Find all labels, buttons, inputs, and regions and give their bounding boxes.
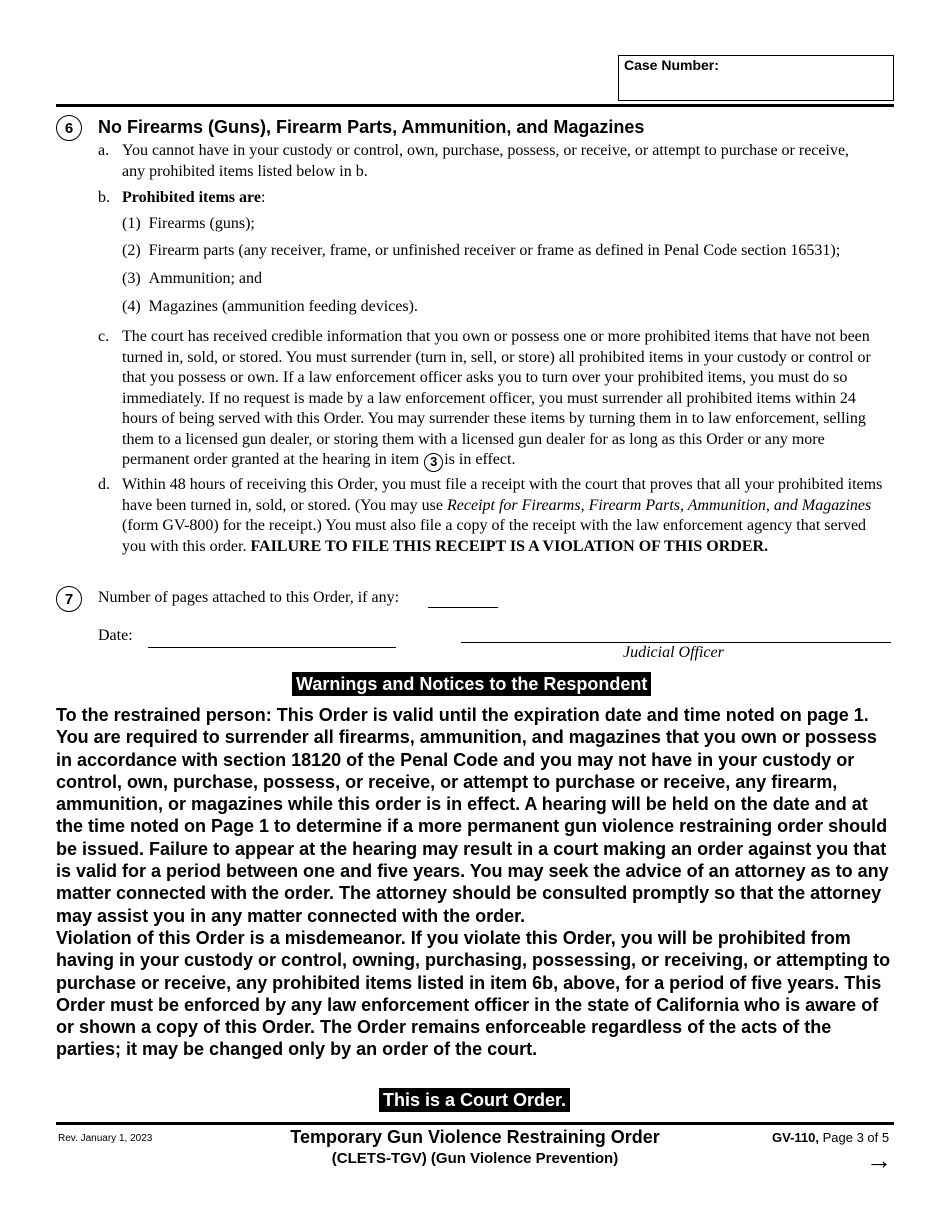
item-6a-label: a. <box>98 142 110 159</box>
prohibited-item: (2) Firearm parts (any receiver, frame, or unfinished receiver or frame as defined in Penal Code section 16531); <box>122 242 841 259</box>
warnings-heading: Warnings and Notices to the Respondent <box>292 672 651 696</box>
item-6d-text: Within 48 hours of receiving this Order, you must file a receipt with the court that proves that all your prohibited items have been turned in, sold, or stored. (You may use Receipt for Firearms, Firearm Parts, Ammunition, and Magazines (form GV-800) for the receipt.) You must also file a copy of the receipt with the law enforcement agency that served you with this order. FAILURE TO FILE THIS RECEIPT IS A VIOLATION OF THIS ORDER. <box>122 476 883 555</box>
section-6-number: 6 <box>56 115 82 141</box>
court-order-banner: This is a Court Order. <box>379 1088 570 1112</box>
revision-date: Rev. January 1, 2023 <box>58 1133 153 1144</box>
item-6b-heading: Prohibited items are: <box>122 189 266 206</box>
item-6c-label: c. <box>98 328 110 345</box>
header-rule <box>56 104 894 107</box>
footer-form-title: Temporary Gun Violence Restraining Order <box>290 1127 660 1147</box>
form-id: GV-110, <box>772 1130 819 1145</box>
attached-pages-field[interactable] <box>428 607 498 608</box>
item-3-reference: 3 <box>424 453 443 472</box>
prohibited-item: (4) Magazines (ammunition feeding devices). <box>122 298 418 315</box>
attached-pages-label: Number of pages attached to this Order, if any: <box>98 589 400 606</box>
case-number-box[interactable] <box>618 55 894 101</box>
item-6a-text: You cannot have in your custody or control, own, purchase, possess, or receive, or attempt to purchase or receive, any prohibited items listed below in b. <box>122 142 850 180</box>
footer-form-subtitle: (CLETS-TGV) (Gun Violence Prevention) <box>331 1150 619 1167</box>
item-6d-label: d. <box>98 476 110 493</box>
prohibited-item: (1) Firearms (guns); <box>122 215 255 232</box>
next-page-arrow-icon[interactable]: → <box>866 1145 892 1175</box>
prohibited-item: (3) Ammunition; and <box>122 270 262 287</box>
warnings-paragraph-2: Violation of this Order is a misdemeanor. If you violate this Order, you will be prohibited from having in your custody or control, owning, purchasing, possessing, or receiving, or attempting to purchase or receive, any prohibited items listed in item 6b, above, for a period of five years. This Order must be enforced by any law enforcement officer in the state of California who is aware of or shown a copy of this Order. The Order remains enforceable regardless of the acts of the parties; it may be changed only by an order of the court. <box>56 927 891 1060</box>
item-6b-label: b. <box>98 189 110 206</box>
section-6-title: No Firearms (Guns), Firearm Parts, Ammunition, and Magazines <box>98 117 645 137</box>
item-6c-text: The court has received credible information that you own or possess one or more prohibited items that have not been turned in, sold, or stored. You must surrender (turn in, sell, or store) all prohibited items in your custody or control or that you possess or own. If a law enforcement officer asks you to turn over your prohibited items, you must do so immediately. If no request is made by a law enforcement officer, you must surrender all prohibited items within 24 hours of being served with this Order. You may surrender these items by turning them in to law enforcement, selling them to a licensed gun dealer, or storing them with a licensed gun dealer for as long as this Order or any more permanent order granted at the hearing in item 3 is in effect. <box>122 327 894 472</box>
receipt-warning: FAILURE TO FILE THIS RECEIPT IS A VIOLATION OF THIS ORDER. <box>250 537 769 555</box>
section-7-number: 7 <box>56 586 82 612</box>
judicial-officer-label: Judicial Officer <box>623 644 724 661</box>
case-number-label: Case Number: <box>624 57 719 73</box>
page-number: Page 3 of 5 <box>818 1130 890 1145</box>
footer-rule <box>56 1122 894 1125</box>
date-label: Date: <box>98 627 133 644</box>
date-field[interactable] <box>148 647 396 648</box>
warnings-body <box>56 704 896 1061</box>
form-gv800-title: Receipt for Firearms, Firearm Parts, Ammunition, and Magazines <box>446 496 872 514</box>
warnings-paragraph-1: To the restrained person: This Order is valid until the expiration date and time noted on page 1. You are required to surrender all firearms, ammunition, and magazines that you own or possess in accordance with section 18120 of the Penal Code and you may not have in your custody or control, own, purchase, possess, or receive, or attempt to purchase or receive, any firearm, ammunition, or magazines while this order is in effect. A hearing will be held on the date and at the time noted on Page 1 to determine if a more permanent gun violence restraining order should be issued. Failure to appear at the hearing may result in a court making an order against you that is valid for a period between one and five years. You may seek the advice of an attorney as to any matter connected with the order. The attorney should be consulted promptly so that the attorney may assist you in any matter connected with the order. <box>56 705 889 926</box>
form-page-indicator <box>772 1130 889 1145</box>
